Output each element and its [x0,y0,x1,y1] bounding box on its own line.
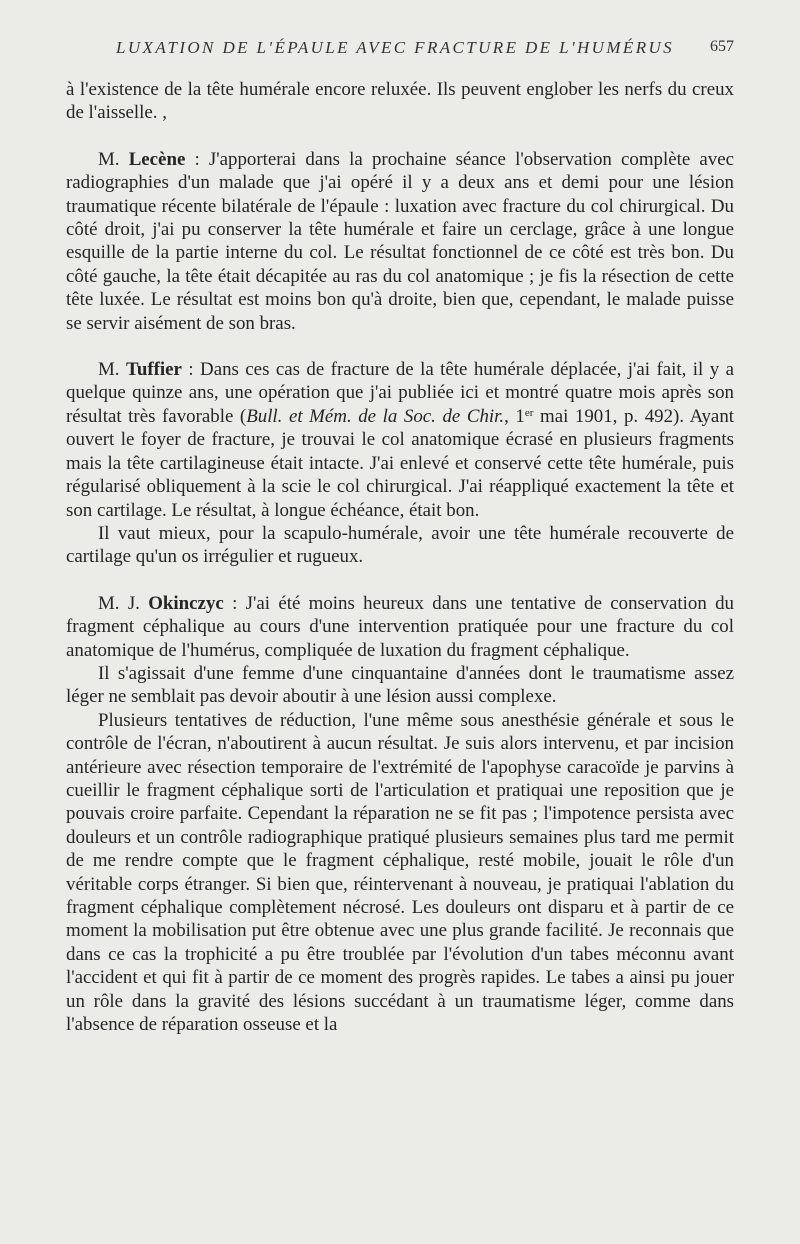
speaker-name: Tuffier [125,359,182,381]
running-title: LUXATION DE L'ÉPAULE AVEC FRACTURE DE L'HUMÉRUS [116,38,675,57]
speaker-name: Okinczyc [148,592,224,614]
superscript: er [524,406,534,419]
page-header [66,38,734,62]
page-number: 657 [710,38,734,55]
paragraph-tuffier: M. Tuffier : Dans ces cas de fracture de la tête humérale déplacée, j'ai fait, il y a quelque quinze ans, une opération que j'ai publiée ici et montré quatre mois après son résultat très favorable (Bull. et Mém. de la Soc. de Chir., 1er mai 1901, p. 492). Ayant ouvert le foyer de fracture, je trouvai le col anatomique écrasé en plusieurs fragments mais la tête cartilagineuse était intacte. J'ai enlevé et conservé cette tête humérale, puis régularisé obliquement à la scie le col chirurgical. J'ai réappliqué exactement la tête et son cartilage. Le résultat, à longue échéance, était bon. [66,359,735,521]
citation: Bull. et Mém. de la Soc. de Chir. [246,405,505,427]
paragraph-lecene: M. Lecène : J'apporterai dans la prochaine séance l'observation complète avec radiographies d'un malade que j'ai opéré il y a deux ans et demi pour une lésion traumatique récente bilatérale de l'épaule : luxation avec fracture du col chirurgical. Du côté droit, j'ai pu conserver la tête humérale et faire un cerclage, grâce à une longue esquille de la partie interne du col. Le résultat fonctionnel de ce côté est très bon. Du côté gauche, la tête était décapitée au ras du col anatomique ; je fis la résection de cette tête luxée. Le résultat est moins bon qu'à droite, bien que, cependant, le malade puisse se servir aisément de son bras. [66,148,735,334]
speaker-name: Lecène [128,148,186,170]
paragraph-okinczyc: M. J. Okinczyc : J'ai été moins heureux dans une tentative de conservation du fragment céphalique au cours d'une intervention pratiquée pour une fracture du col anatomique de l'humérus, compliquée de luxation du fragment céphalique. [66,592,735,661]
body-text [66,78,734,1036]
paragraph-continuation: à l'existence de la tête humérale encore reluxée. Ils peuvent englober les nerfs du creux de l'aisselle. , [66,79,734,124]
paragraph: Il vaut mieux, pour la scapulo-humérale, avoir une tête humérale recouverte de cartilage qu'un os irrégulier et rugueux. [66,522,734,568]
paragraph: Il s'agissait d'une femme d'une cinquantaine d'années dont le traumatisme assez léger ne semblait pas devoir aboutir à une lésion aussi complexe. [66,662,734,708]
paragraph: Plusieurs tentatives de réduction, l'une même sous anesthésie générale et sous le contrôle de l'écran, n'aboutirent à aucun résultat. Je suis alors intervenu, et par incision antérieure avec résection temporaire de l'extrémité de l'apophyse caracoïde je parvins à cueillir le fragment céphalique sorti de l'articulation et pratiquai une reposition que je pouvais croire parfaite. Cependant la réparation ne se fit pas ; l'impotence persista avec douleurs et un contrôle radiographique pratiqué plusieurs semaines plus tard me permit de me rendre compte que le fragment céphalique, resté mobile, jouait le rôle d'un véritable corps étranger. Si bien que, réintervenant à nouveau, je pratiquai l'ablation du fragment céphalique complètement nécrosé. Les douleurs ont disparu et à partir de ce moment la mobilisation put être obtenue avec une plus grande facilité. Je reconnais que dans ce cas la trophicité a pu être troublée par l'évolution d'un tabes méconnu avant l'accident et qui fit à partir de ce moment des progrès rapides. Le tabes a ainsi pu jouer un rôle dans la gravité des lésions succédant à un traumatisme léger, comme dans l'absence de réparation osseuse et la [66,709,734,1036]
